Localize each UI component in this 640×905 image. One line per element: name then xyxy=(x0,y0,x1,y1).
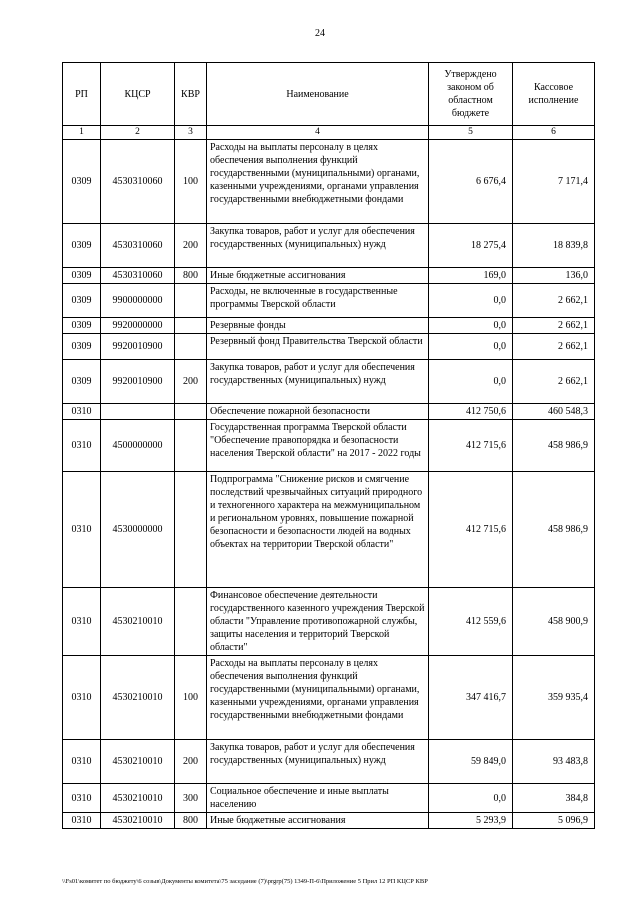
row-rp: 0309 xyxy=(63,360,101,404)
row-name: Государственная программа Тверской области "Обеспечение правопорядка и безопасности населения Тверской области" на 2017 - 2022 годы xyxy=(207,420,429,472)
row-kvr: 100 xyxy=(175,656,207,740)
table-row xyxy=(63,404,595,420)
row-name: Расходы на выплаты персоналу в целях обеспечения выполнения функций государственными (муниципальными) органами, казенными учреждениями, органами управления государственными внебюджетными фондами xyxy=(207,656,429,740)
row-cash-amount: 384,8 xyxy=(513,784,595,813)
row-rp: 0310 xyxy=(63,740,101,784)
row-name: Социальное обеспечение и иные выплаты населению xyxy=(207,784,429,813)
row-rp: 0310 xyxy=(63,420,101,472)
column-header-rp: РП xyxy=(63,63,101,126)
column-header-cash: Кассовое исполнение xyxy=(513,63,595,126)
row-approved-amount: 0,0 xyxy=(429,784,513,813)
row-approved-amount: 347 416,7 xyxy=(429,656,513,740)
row-kcsr: 9920010900 xyxy=(101,360,175,404)
row-rp: 0310 xyxy=(63,472,101,588)
row-kvr xyxy=(175,420,207,472)
row-approved-amount: 5 293,9 xyxy=(429,813,513,829)
header-row xyxy=(63,63,595,126)
row-kvr: 300 xyxy=(175,784,207,813)
row-kvr xyxy=(175,334,207,360)
row-kvr xyxy=(175,318,207,334)
row-cash-amount: 2 662,1 xyxy=(513,334,595,360)
row-kvr: 200 xyxy=(175,360,207,404)
row-cash-amount: 460 548,3 xyxy=(513,404,595,420)
row-approved-amount: 0,0 xyxy=(429,360,513,404)
column-header-approved: Утверждено законом об областном бюджете xyxy=(429,63,513,126)
row-approved-amount: 18 275,4 xyxy=(429,224,513,268)
row-name: Резервные фонды xyxy=(207,318,429,334)
row-kvr xyxy=(175,588,207,656)
row-kcsr: 9920000000 xyxy=(101,318,175,334)
row-cash-amount: 2 662,1 xyxy=(513,318,595,334)
row-rp: 0310 xyxy=(63,404,101,420)
budget-table-body xyxy=(63,140,595,829)
row-approved-amount: 412 715,6 xyxy=(429,472,513,588)
row-kvr: 100 xyxy=(175,140,207,224)
row-kvr xyxy=(175,284,207,318)
row-kcsr: 4530310060 xyxy=(101,224,175,268)
row-kvr: 200 xyxy=(175,740,207,784)
table-row xyxy=(63,588,595,656)
file-path-footer: \\Fs01\комитет по бюджету\6 созыв\Документы комитета\75 заседание (7)\prgrp(75) 1349-П-6\Приложение 5 Прил 12 РП КЦСР КВР xyxy=(62,878,428,885)
row-rp: 0309 xyxy=(63,140,101,224)
row-cash-amount: 2 662,1 xyxy=(513,360,595,404)
row-cash-amount: 458 986,9 xyxy=(513,420,595,472)
row-kcsr: 4530210010 xyxy=(101,588,175,656)
table-row xyxy=(63,140,595,224)
row-kcsr: 9920010900 xyxy=(101,334,175,360)
row-rp: 0310 xyxy=(63,784,101,813)
row-cash-amount: 93 483,8 xyxy=(513,740,595,784)
page-number: 24 xyxy=(315,28,325,39)
column-number: 1 xyxy=(63,126,101,140)
row-kcsr: 9900000000 xyxy=(101,284,175,318)
table-row xyxy=(63,813,595,829)
column-header-kvr: КВР xyxy=(175,63,207,126)
row-approved-amount: 0,0 xyxy=(429,318,513,334)
table-row xyxy=(63,318,595,334)
row-rp: 0310 xyxy=(63,588,101,656)
row-kcsr: 4530000000 xyxy=(101,472,175,588)
table-row xyxy=(63,784,595,813)
row-cash-amount: 458 900,9 xyxy=(513,588,595,656)
row-cash-amount: 359 935,4 xyxy=(513,656,595,740)
row-rp: 0309 xyxy=(63,224,101,268)
row-rp: 0309 xyxy=(63,318,101,334)
column-header-name: Наименование xyxy=(207,63,429,126)
row-cash-amount: 7 171,4 xyxy=(513,140,595,224)
table-row xyxy=(63,360,595,404)
row-kvr: 800 xyxy=(175,268,207,284)
row-name: Закупка товаров, работ и услуг для обеспечения государственных (муниципальных) нужд xyxy=(207,224,429,268)
row-cash-amount: 18 839,8 xyxy=(513,224,595,268)
row-name: Иные бюджетные ассигнования xyxy=(207,813,429,829)
row-name: Расходы на выплаты персоналу в целях обеспечения выполнения функций государственными (муниципальными) органами, казенными учреждениями, органами управления государственными внебюджетными фондами xyxy=(207,140,429,224)
row-cash-amount: 2 662,1 xyxy=(513,284,595,318)
row-name: Иные бюджетные ассигнования xyxy=(207,268,429,284)
row-kvr xyxy=(175,404,207,420)
row-kvr: 200 xyxy=(175,224,207,268)
row-cash-amount: 5 096,9 xyxy=(513,813,595,829)
column-number: 6 xyxy=(513,126,595,140)
table-row xyxy=(63,420,595,472)
row-cash-amount: 458 986,9 xyxy=(513,472,595,588)
column-number: 5 xyxy=(429,126,513,140)
column-number: 2 xyxy=(101,126,175,140)
table-row xyxy=(63,334,595,360)
row-cash-amount: 136,0 xyxy=(513,268,595,284)
row-approved-amount: 6 676,4 xyxy=(429,140,513,224)
table-row xyxy=(63,284,595,318)
row-kcsr: 4530310060 xyxy=(101,268,175,284)
budget-table xyxy=(62,62,595,829)
row-rp: 0310 xyxy=(63,656,101,740)
row-approved-amount: 0,0 xyxy=(429,334,513,360)
row-kcsr xyxy=(101,404,175,420)
row-name: Подпрограмма "Снижение рисков и смягчение последствий чрезвычайных ситуаций природного и техногенного характера на межмуниципальном и региональном уровнях, повышение пожарной безопасности и безопасности людей на водных объектах на территории Тверской области" xyxy=(207,472,429,588)
row-approved-amount: 412 715,6 xyxy=(429,420,513,472)
row-rp: 0309 xyxy=(63,334,101,360)
row-name: Расходы, не включенные в государственные программы Тверской области xyxy=(207,284,429,318)
row-approved-amount: 412 559,6 xyxy=(429,588,513,656)
row-kvr: 800 xyxy=(175,813,207,829)
row-rp: 0309 xyxy=(63,284,101,318)
row-rp: 0310 xyxy=(63,813,101,829)
row-name: Обеспечение пожарной безопасности xyxy=(207,404,429,420)
row-name: Закупка товаров, работ и услуг для обеспечения государственных (муниципальных) нужд xyxy=(207,360,429,404)
row-kcsr: 4500000000 xyxy=(101,420,175,472)
table-row xyxy=(63,656,595,740)
row-name: Закупка товаров, работ и услуг для обеспечения государственных (муниципальных) нужд xyxy=(207,740,429,784)
row-kvr xyxy=(175,472,207,588)
row-rp: 0309 xyxy=(63,268,101,284)
row-name: Финансовое обеспечение деятельности государственного казенного учреждения Тверской области "Управление противопожарной службы, защиты населения и территорий Тверской области" xyxy=(207,588,429,656)
column-number: 4 xyxy=(207,126,429,140)
row-approved-amount: 59 849,0 xyxy=(429,740,513,784)
column-number: 3 xyxy=(175,126,207,140)
row-kcsr: 4530210010 xyxy=(101,656,175,740)
row-name: Резервный фонд Правительства Тверской области xyxy=(207,334,429,360)
table-row xyxy=(63,472,595,588)
row-kcsr: 4530210010 xyxy=(101,740,175,784)
row-approved-amount: 169,0 xyxy=(429,268,513,284)
row-approved-amount: 0,0 xyxy=(429,284,513,318)
table-row xyxy=(63,268,595,284)
row-kcsr: 4530210010 xyxy=(101,784,175,813)
row-kcsr: 4530310060 xyxy=(101,140,175,224)
table-row xyxy=(63,740,595,784)
column-header-kcsr: КЦСР xyxy=(101,63,175,126)
row-approved-amount: 412 750,6 xyxy=(429,404,513,420)
column-number-row xyxy=(63,126,595,140)
table-row xyxy=(63,224,595,268)
row-kcsr: 4530210010 xyxy=(101,813,175,829)
